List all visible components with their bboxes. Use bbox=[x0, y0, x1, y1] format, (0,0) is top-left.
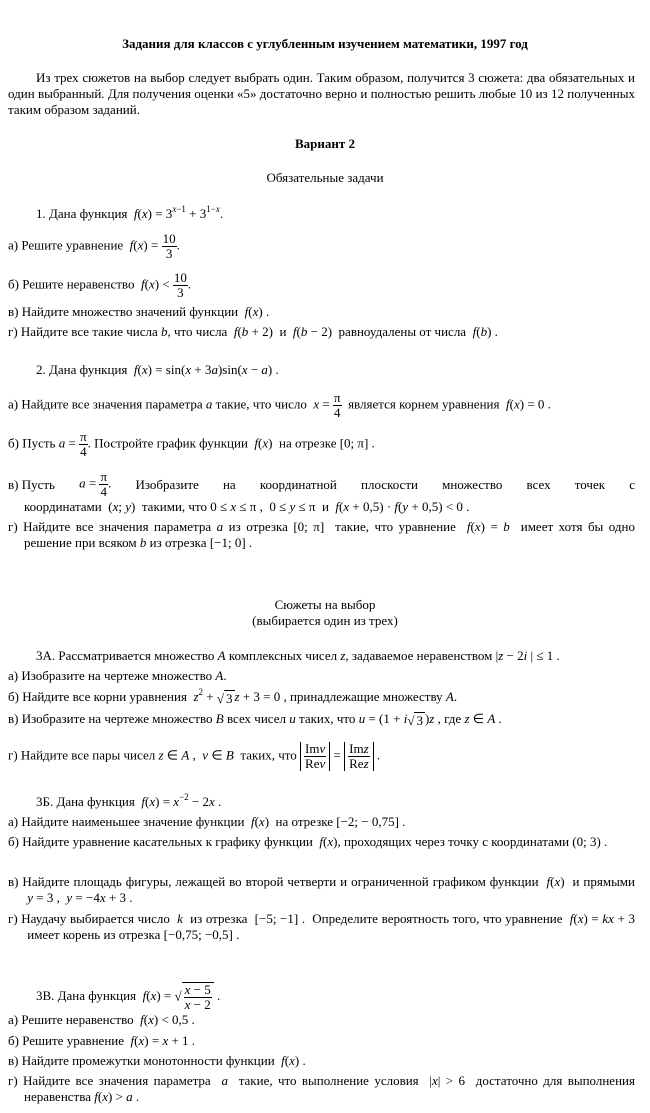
task-3v-b: б) Решите уравнение f(x) = x + 1 . bbox=[8, 1033, 196, 1048]
task-2b: б) Пусть a = $\frac{\pi}{4}$ . Постройте график функции f(x) на отрезке [0; π] . bbox=[8, 429, 375, 459]
choice-subheading: (выбирается один из трех) bbox=[252, 613, 398, 628]
variant-heading: Вариант 2 bbox=[294, 136, 356, 151]
task-2g: г) Найдите все значения параметра a из отрезка [0; π] такие, что уравнение f(x) = b имеет хотя бы одно решение при всяком b из отрезка [−1; 0] . bbox=[8, 519, 635, 550]
task-3b-stem: 3Б. Дана функция $f(x) = x^{-2} - 2x$ . bbox=[36, 792, 222, 809]
task-3v-a: а) Решите неравенство f(x) < 0,5 . bbox=[8, 1012, 195, 1027]
task-3a-v: в) Изобразите на чертеже множество B всех чисел u таких, что u = (1 + i√ 3 )z , где z ∈ A . bbox=[8, 711, 502, 728]
intro-paragraph: Из трех сюжетов на выбор следует выбрать один. Таким образом, получится 3 сюжета: два обязательных и один выбранный. Для получения оценки «5» достаточно верно и полностью решить любые 10 из 12 полученных таким образом заданий. bbox=[8, 70, 635, 117]
page-title: Задания для классов с углубленным изучением математики, 1997 год bbox=[122, 36, 528, 51]
task-3a-stem: 3А. Рассматривается множество A комплексных чисел z, задаваемое неравенством |z − 2i | ≤ 1 . bbox=[36, 648, 560, 663]
task-3b-v: в) Найдите площадь фигуры, лежащей во второй четверти и ограниченной графиком функции f(x) и прямыми y = 3 , y = −4x + 3 . bbox=[8, 874, 635, 905]
task-1a: а) Решите уравнение f(x) = $\frac{10}{3}$ . bbox=[8, 231, 180, 261]
task-3v-v: в) Найдите промежутки монотонности функции f(x) . bbox=[8, 1053, 306, 1068]
required-heading: Обязательные задачи bbox=[266, 170, 384, 185]
task-3v-g: г) Найдите все значения параметра a такие, что выполнение условия |x| > 6 достаточно для выполнения неравенства f(x) > a . bbox=[8, 1073, 635, 1104]
task-1v: в) Найдите множество значений функции f(x) . bbox=[8, 304, 270, 319]
choice-heading: Сюжеты на выбор bbox=[274, 597, 376, 612]
task-2a: а) Найдите все значения параметра a такие, что число x = $\frac{\pi}{4}$ является корнем уравнения f(x) = 0 . bbox=[8, 390, 551, 420]
task-3b-g: г) Наудачу выбирается число k из отрезка [−5; −1] . Определите вероятность того, что уравнение f(x) = kx + 3 имеет корень из отрезка [−0,75; −0,5] . bbox=[8, 911, 635, 942]
task-2-stem: 2. Дана функция f(x) = sin(x + 3a)sin(x − a) . bbox=[36, 362, 279, 377]
task-3a-a: а) Изобразите на чертеже множество A. bbox=[8, 668, 227, 683]
task-3b-b: б) Найдите уравнение касательных к графику функции f(x), проходящих через точку с координатами (0; 3) . bbox=[8, 834, 608, 849]
task-1g: г) Найдите все такие числа b, что числа f(b + 2) и f(b − 2) равноудалены от числа f(b) . bbox=[8, 324, 498, 339]
task-3a-g: г) Найдите все пары чисел z ∈ A , v ∈ B таких, что $\frac{\text{Imv}}{\text{Rev}}$ = $\frac{\text{Imz}}{\text{Rez}}$ . bbox=[8, 741, 381, 771]
task-3b-a: а) Найдите наименьшее значение функции f(x) на отрезке [−2; − 0,75] . bbox=[8, 814, 406, 829]
task-2v-line2: координатами (x; y) такими, что 0 ≤ x ≤ π , 0 ≤ y ≤ π и f(x + 0,5) · f(y + 0,5) < 0 . bbox=[24, 499, 470, 514]
task-2v-line1: в) Пусть a = $\frac{\pi}{4}$ . Изобразите на координатной плоскости множество всех точек с bbox=[8, 469, 635, 499]
task-3a-b: б) Найдите все корни уравнения $z^2$ + √ 3 z + 3 = 0 , принадлежащие множеству A. bbox=[8, 687, 458, 706]
task-1b: б) Решите неравенство f(x) < $\frac{10}{3}$ . bbox=[8, 270, 192, 300]
task-1-stem: 1. Дана функция $f(x) = 3^{x-1} + 3^{1-x}$. bbox=[36, 204, 224, 221]
task-3v-stem: 3В. Дана функция f(x) = √ $\frac{x - 5}{x - 2}$ . bbox=[36, 982, 221, 1012]
